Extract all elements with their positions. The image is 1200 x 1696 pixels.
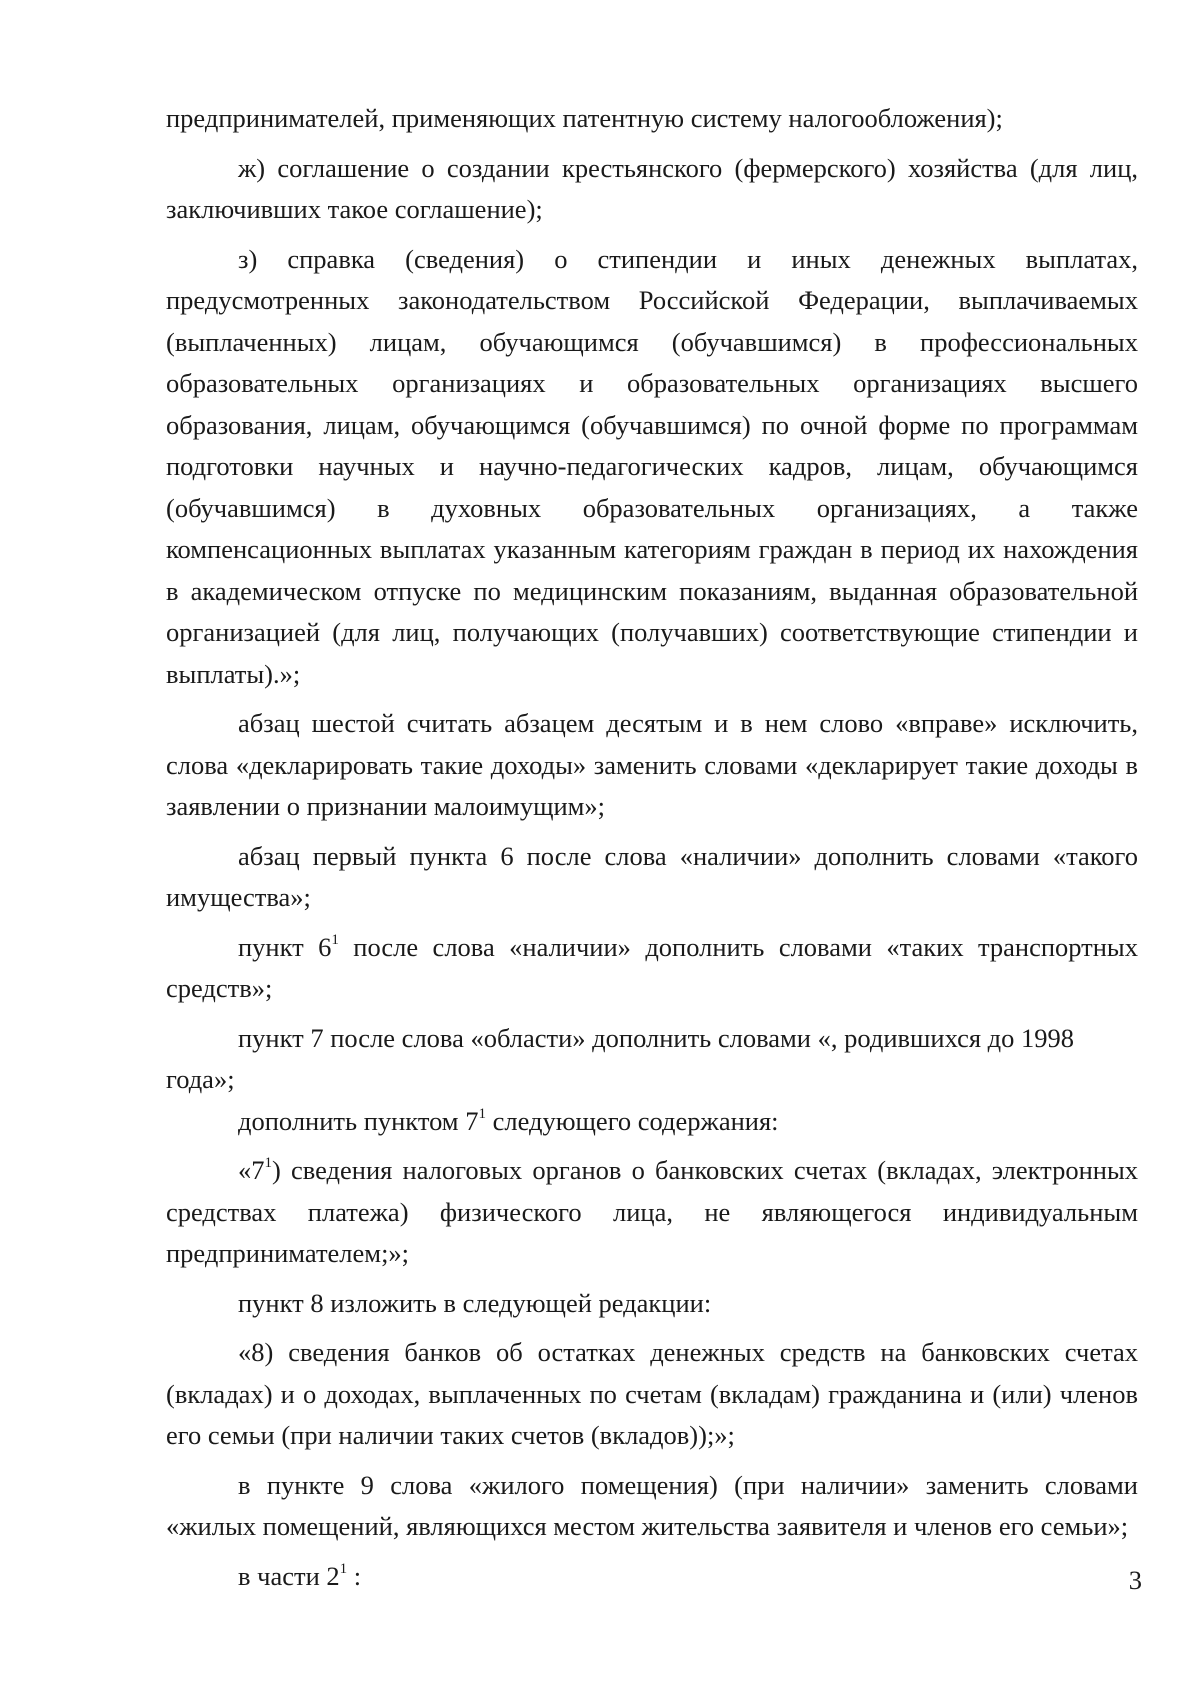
- paragraph-item-8: «8) сведения банков об остатках денежных средств на банковских счетах (вкладах) и о доходах, выплаченных по счетам (вкладам) гражданина и (или) членов его семьи (при наличии таких счетов (вкладов));»;: [166, 1337, 1138, 1450]
- paragraph-item-z: з) справка (сведения) о стипендии и иных денежных выплатах, предусмотренных законодательством Российской Федерации, выплачиваемых (выплаченных) лицам, обучающимся (обучавшимся) в профессиональных образовательных организациях и образовательных организациях высшего образования, лицам, обучающимся (обучавшимся) по очной форме по программам подготовки научных и научно-педагогических кадров, лицам, обучающимся (обучавшимся) в духовных образовательных организациях, а также компенсационных выплатах указанным категориям граждан в период их нахождения в академическом отпуске по медицинским показаниям, выданная образовательной организацией (для лиц, получающих (получавших) соответствующие стипендии и выплаты).»;: [166, 243, 1138, 689]
- paragraph-continuation: предпринимателей, применяющих патентную систему налогообложения);: [166, 103, 1003, 133]
- superscript: 1: [339, 1560, 348, 1577]
- paragraph-abzac-shestoy: абзац шестой считать абзацем десятым и в нем слово «вправе» исключить, слова «декларировать такие доходы» заменить словами «декларирует такие доходы в заявлении о признании малоимущим»;: [166, 708, 1138, 821]
- page-number: 3: [1128, 1565, 1142, 1595]
- paragraph-text-after: следующего содержания:: [485, 1105, 779, 1136]
- document-body: [166, 98, 1138, 1597]
- paragraph-punkt-7: пункт 7 после слова «области» дополнить словами «, родившихся до 1998 года»;: [166, 1022, 1075, 1094]
- paragraph-punkt-6-1: [166, 927, 1138, 1010]
- paragraph-text-after: ) сведения налоговых органов о банковских счетах (вкладах, электронных средствах платежа) физического лица, не являющегося индивидуальным предпринимателем;»;: [166, 1155, 1138, 1268]
- paragraph-item-7-1: [166, 1150, 1138, 1275]
- paragraph-dopolnit-7-1: [166, 1101, 1138, 1143]
- paragraph-text-before: пункт 6: [238, 931, 332, 962]
- paragraph-punkt-8: пункт 8 изложить в следующей редакции:: [238, 1287, 712, 1318]
- paragraph-text-after: :: [347, 1560, 362, 1591]
- paragraph-text-before: в части 2: [238, 1560, 340, 1591]
- superscript: 1: [331, 931, 339, 948]
- paragraph-punkt-6: абзац первый пункта 6 после слова «наличии» дополнить словами «такого имущества»;: [166, 840, 1138, 912]
- superscript: 1: [478, 1105, 486, 1122]
- paragraph-text-before: дополнить пунктом 7: [238, 1105, 479, 1136]
- paragraph-text-after: после слова «наличии» дополнить словами «таких транспортных средств»;: [166, 931, 1138, 1003]
- superscript: 1: [264, 1155, 272, 1172]
- paragraph-punkt-9: в пункте 9 слова «жилого помещения) (при наличии» заменить словами «жилых помещений, являющихся местом жительства заявителя и членов его семьи»;: [166, 1469, 1138, 1541]
- paragraph-chast-2-1: [166, 1556, 1138, 1598]
- paragraph-item-zh: ж) соглашение о создании крестьянского (фермерского) хозяйства (для лиц, заключивших такое соглашение);: [166, 152, 1138, 224]
- paragraph-text-before: «7: [238, 1155, 265, 1185]
